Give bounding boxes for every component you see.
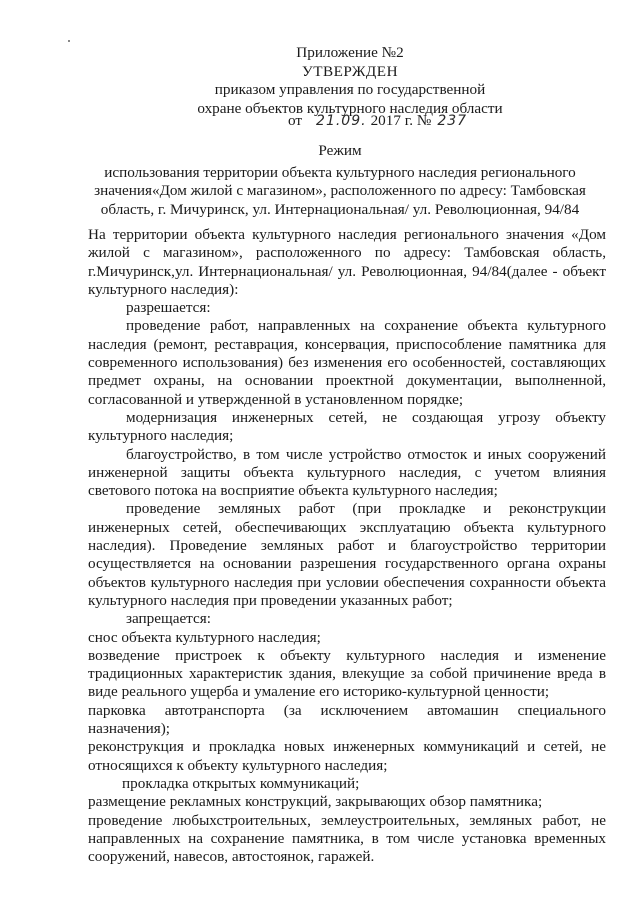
document-title: [60, 142, 620, 219]
allowed-label: разрешается:: [126, 299, 211, 317]
order-date-line: [288, 112, 467, 130]
prohibited-item: размещение рекламных конструкций, закрывающих обзор памятника;: [88, 793, 543, 811]
allowed-item: благоустройство, в том числе устройство отмосток и иных сооружений инженерной защиты объекта культурного наследия, с учетом влияния светового потока на восприятие объекта культурного наследия;: [88, 445, 606, 500]
prohibited-label: запрещается:: [126, 610, 211, 628]
prohibited-item: снос объекта культурного наследия;: [88, 628, 321, 646]
title-heading: Режим: [318, 142, 362, 159]
approval-header: [150, 44, 550, 118]
prohibited-item: возведение пристроек к объекту культурного наследия и изменение традиционных характеристик здания, влекущие за собой причинение вреда в виде реального ущерба и умаление его историко-культурной ценности;: [88, 646, 606, 701]
handwritten-order-number: 237: [437, 113, 468, 129]
handwritten-date: 21.09.: [316, 113, 367, 129]
document-body: [88, 226, 606, 866]
date-prefix: от: [288, 112, 303, 129]
title-description: использования территории объекта культурного наследия регионального значения«Дом жилой с магазином», расположенного по адресу: Тамбовская область, г. Мичуринск, ул. Интернациональная/ ул. Революционная, 94/84: [94, 164, 586, 218]
allowed-item: проведение земляных работ (при прокладке и реконструкции инженерных сетей, обеспечивающих эксплуатацию объекта культурного наследия). Проведение земляных работ и благоустройство территории осуществляется на основании разрешения государственного органа охраны объектов культурного наследия при условии обеспечения сохранности объекта культурного наследия при проведении указанных работ;: [88, 500, 606, 609]
scan-speck: [68, 40, 70, 42]
prohibited-item: парковка автотранспорта (за исключением автомашин специального назначения);: [88, 701, 606, 738]
intro-paragraph: На территории объекта культурного наследия регионального значения «Дом жилой с магазином», расположенного по адресу: Тамбовская область, г.Мичуринск,ул. Интернациональная/ ул. Революционная, 94/84(далее - объект культурного наследия):: [88, 226, 606, 298]
order-line-1: приказом управления по государственной: [214, 81, 486, 98]
order-line-2: охране объектов культурного наследия области: [197, 99, 503, 117]
prohibited-item: реконструкция и прокладка новых инженерных коммуникаций и сетей, не относящихся к объекту культурного наследия;: [88, 738, 606, 774]
allowed-item: модернизация инженерных сетей, не создающая угрозу объекту культурного наследия;: [88, 408, 606, 445]
allowed-item: проведение работ, направленных на сохранение объекта культурного наследия (ремонт, реставрация, консервация, приспособление памятника для современного использования) без изменения его особенностей, составляющих предмет охраны, на основании проектной документации, выполненной, согласованной и утвержденной в установленном порядке;: [88, 317, 606, 408]
approved-stamp-text: УТВЕРЖДЕН: [301, 62, 399, 80]
prohibited-item: проведение любыхстроительных, землеустроительных, земляных работ, не направленных на сохранение памятника, в том числе установка временных сооружений, навесов, автостоянок, гаражей.: [88, 811, 606, 866]
appendix-number: Приложение №2: [296, 44, 404, 61]
prohibited-item: прокладка открытых коммуникаций;: [122, 774, 360, 792]
date-year: 2017 г. №: [370, 112, 432, 129]
